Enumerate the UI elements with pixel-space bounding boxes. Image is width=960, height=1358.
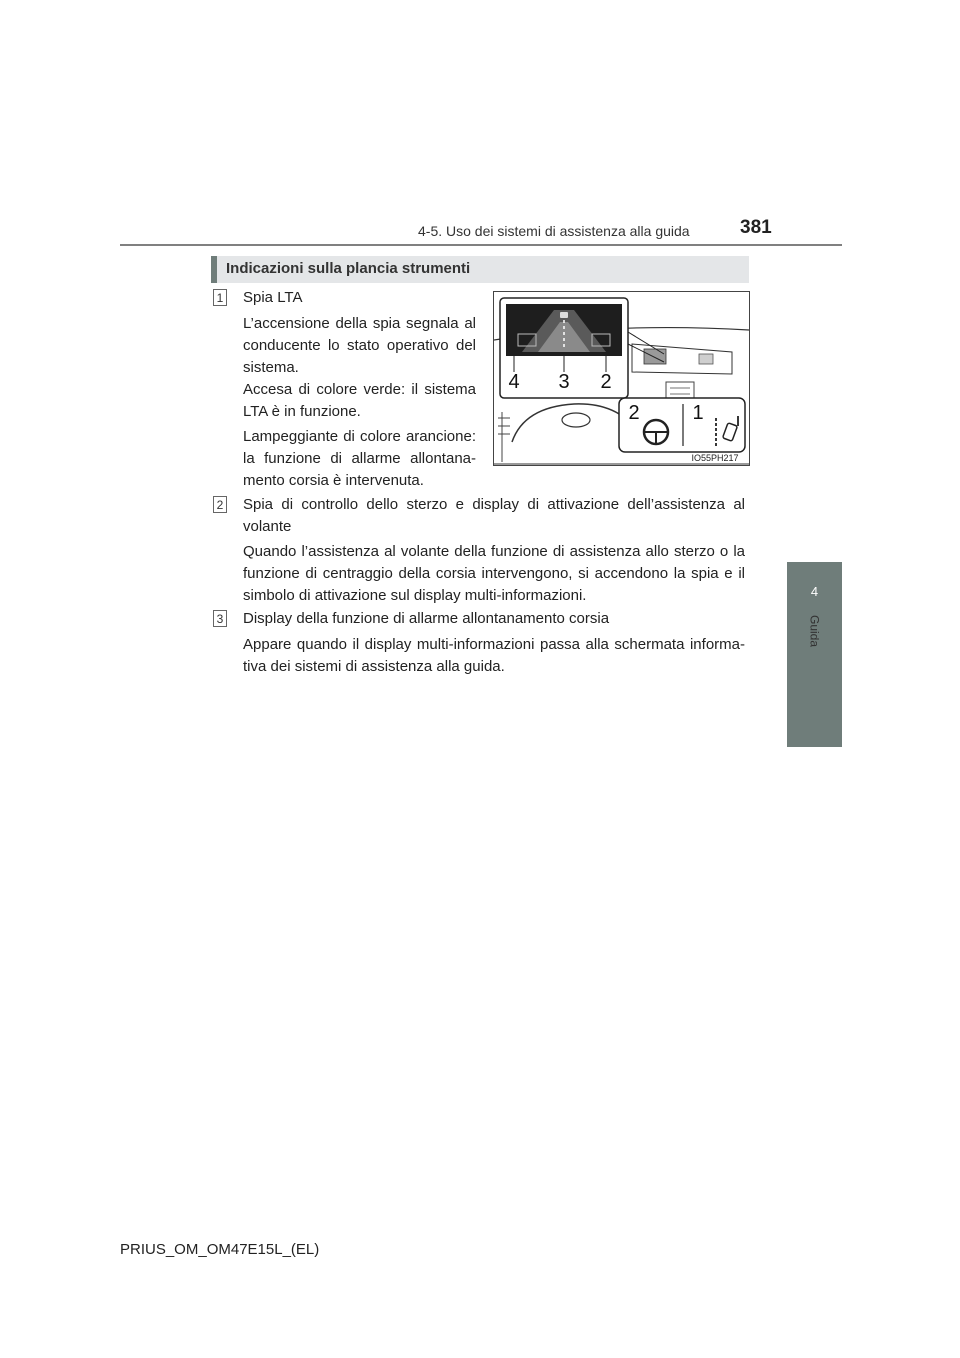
dashboard-illustration (493, 291, 750, 466)
section-heading-accent (211, 256, 217, 283)
section-heading-title: Indicazioni sulla plancia strumenti (226, 260, 471, 277)
chapter-label: Guida (807, 614, 822, 648)
dashboard-drawing (494, 292, 749, 465)
callout-4: 4 (508, 371, 520, 393)
callout-2-panel: 2 (628, 402, 640, 424)
item-3-title: Display della funzione di allarme allontanamento corsia (243, 610, 610, 627)
chapter-number: 4 (810, 584, 819, 599)
callout-1: 1 (692, 402, 704, 424)
figure-code: IO55PH217 (691, 453, 739, 463)
header-section-title: 4-5. Uso dei sistemi di assistenza alla guida (418, 223, 690, 239)
item-1-paragraph-2: Accesa di colore verde: il sistema LTA è in funzione. (243, 381, 476, 420)
item-1-title: Spia LTA (243, 289, 303, 306)
item-2-title: Spia di controllo dello sterzo e display di attivazione dell’assistenza al volante (243, 496, 745, 535)
document-code-footer: PRIUS_OM_OM47E15L_(EL) (120, 1241, 320, 1258)
callout-2-display: 2 (600, 371, 612, 393)
header-rule (120, 244, 842, 246)
callout-3: 3 (558, 371, 570, 393)
item-badge-2: 2 (213, 496, 227, 513)
item-badge-3: 3 (213, 610, 227, 627)
page-number: 381 (740, 217, 772, 238)
item-3-paragraph-1: Appare quando il display multi-informazioni passa alla schermata informa-tiva dei sistemi di assistenza alla guida. (243, 636, 745, 675)
item-1-paragraph-1: L’accensione della spia segnala al conducente lo stato operativo del sistema. (243, 315, 476, 376)
item-1-paragraph-3: Lampeggiante di colore arancione: la funzione di allarme allontana-mento corsia è intervenuta. (243, 428, 476, 489)
section-heading (211, 256, 749, 283)
item-badge-1: 1 (213, 289, 227, 306)
item-2-paragraph-1: Quando l’assistenza al volante della funzione di assistenza allo sterzo o la funzione di centraggio della corsia intervengono, si accendono la spia e il simbolo di attivazione sul display multi-informazioni. (243, 543, 745, 604)
